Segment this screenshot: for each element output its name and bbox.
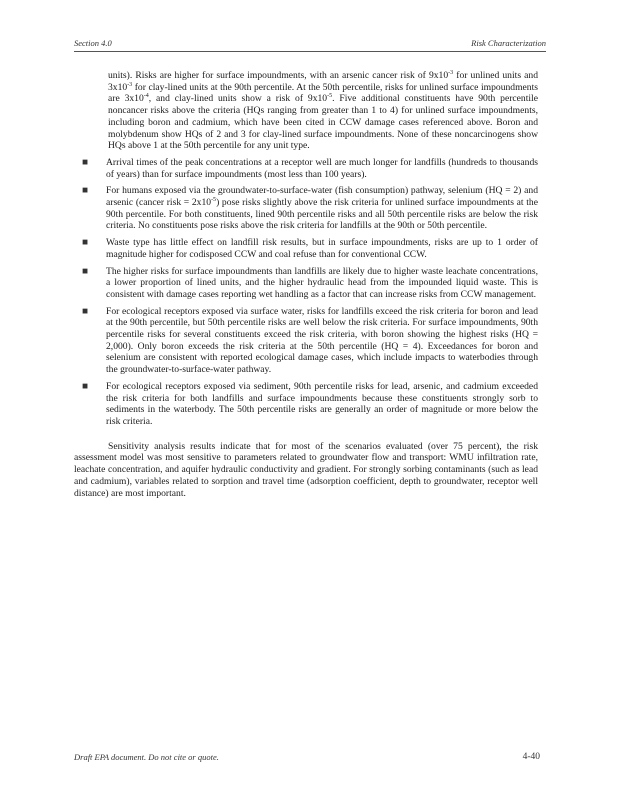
- header-title: Risk Characterization: [471, 38, 546, 48]
- bullet-item: [74, 306, 538, 376]
- header-section: Section 4.0: [74, 38, 112, 48]
- bullet-marker-icon: ■: [82, 380, 89, 392]
- continued-text-3: for clay-lined units at the 90th percentile. At the 50th percentile, risks for unlined surface impoundments are 3x10: [108, 81, 538, 105]
- bullet-item: [74, 157, 538, 180]
- bullet-marker-icon: ■: [82, 156, 89, 168]
- bullet-text: For ecological receptors exposed via surface water, risks for landfills exceed the risk criteria for boron and lead at the 90th percentile, but 50th percentile risks are well below the risk criteria. For surface impoundments, 90th percentile risks for several constituents exceed the risk criteria, with boron showing the highest risks (HQ = 2,000). Only boron exceeds the risk criteria at the 50th percentile (HQ = 4). Exceedances for boron and selenium are consistent with reported ecological damage cases, which include impacts to waterbodies through the groundwater-to-surface-water pathway.: [106, 305, 538, 376]
- running-header: [74, 38, 546, 52]
- bullet-text: Arrival times of the peak concentrations at a receptor well are much longer for landfills (hundreds to thousands of years) than for surface impoundments (most less than 100 years).: [106, 156, 538, 180]
- bullet-item: [74, 266, 538, 301]
- exponent: -4: [143, 93, 149, 100]
- page-footer: [74, 752, 540, 762]
- bullet-text: Waste type has little effect on landfill risk results, but in surface impoundments, risks are up to 1 order of magnitude higher for codisposed CCW and coal refuse than for conventional CCW.: [106, 237, 538, 260]
- page-body: [74, 70, 538, 499]
- page-number: 4-40: [522, 752, 540, 762]
- bullet-text: The higher risks for surface impoundments than landfills are likely due to higher waste leachate concentrations, a lower proportion of lined units, and the higher hydraulic head from the impounded liquid waste. This is consistent with damage cases reporting wet handling as a factor that can increase risks from CCW management.: [106, 265, 538, 300]
- draft-notice: Draft EPA document. Do not cite or quote.: [74, 752, 219, 762]
- bullet-item: [74, 185, 538, 232]
- bullet-marker-icon: ■: [82, 305, 89, 317]
- exponent: -5: [327, 93, 333, 100]
- bullet-item: [74, 381, 538, 428]
- bullet-text-part: For humans exposed via the groundwater-to-surface-water (fish consumption) pathway, selenium (HQ = 2) and arsenic (cancer risk = 2x10: [106, 185, 538, 209]
- bullet-marker-icon: ■: [82, 265, 89, 277]
- bullet-item: [74, 237, 538, 260]
- exponent: -5: [211, 196, 217, 203]
- continued-text-2: for unlined units and 3x10: [108, 70, 538, 93]
- bullet-marker-icon: ■: [82, 185, 89, 197]
- bullet-marker-icon: ■: [82, 237, 89, 249]
- continued-text-5: . Five additional constituents have 90th percentile noncancer risks above the criteria (HQs ranging from greater than 1 to 4) for unlined surface impoundments, including boron and cadmium, which have been cited in CCW damage cases referenced above. Boron and molybdenum show HQs of 2 and 3 for clay-lined surface impoundments. None of these noncarcinogens show HQs above 1 at the 50th percentile for any unit type.: [108, 93, 538, 152]
- exponent: -3: [127, 81, 133, 88]
- bullet-text: For ecological receptors exposed via sediment, 90th percentile risks for lead, arsenic, and cadmium exceeded the risk criteria for both landfills and surface impoundments because these constituents strongly sorb to sediments in the waterbody. The 50th percentile risks are generally an order of magnitude or more below the risk criteria.: [106, 380, 538, 427]
- continued-paragraph: [108, 70, 538, 152]
- continued-text-1: units). Risks are higher for surface impoundments, with an arsenic cancer risk of 9x10: [108, 70, 449, 81]
- exponent: -3: [448, 69, 454, 76]
- bullet-text-part: ) pose risks slightly above the risk criteria for unlined surface impoundments at the 90th percentile. For both constituents, lined 90th percentile risks and all 50th percentile risks are below the risk criteria. No constituents pose risks above the risk criteria for landfills at the 90th or 50th percentile.: [106, 197, 538, 232]
- bullet-text: [106, 185, 538, 232]
- sensitivity-paragraph: Sensitivity analysis results indicate that for most of the scenarios evaluated (over 75 percent), the risk assessment model was most sensitive to parameters related to groundwater flow and transport: WMU infiltration rate, leachate concentration, and aquifer hydraulic conductivity and gradient. For strongly sorbing contaminants (such as lead and cadmium), variables related to sorption and travel time (adsorption coefficient, depth to groundwater, receptor well distance) are most important.: [74, 440, 538, 499]
- continued-text-4: , and clay-lined units show a risk of 9x10: [148, 93, 328, 105]
